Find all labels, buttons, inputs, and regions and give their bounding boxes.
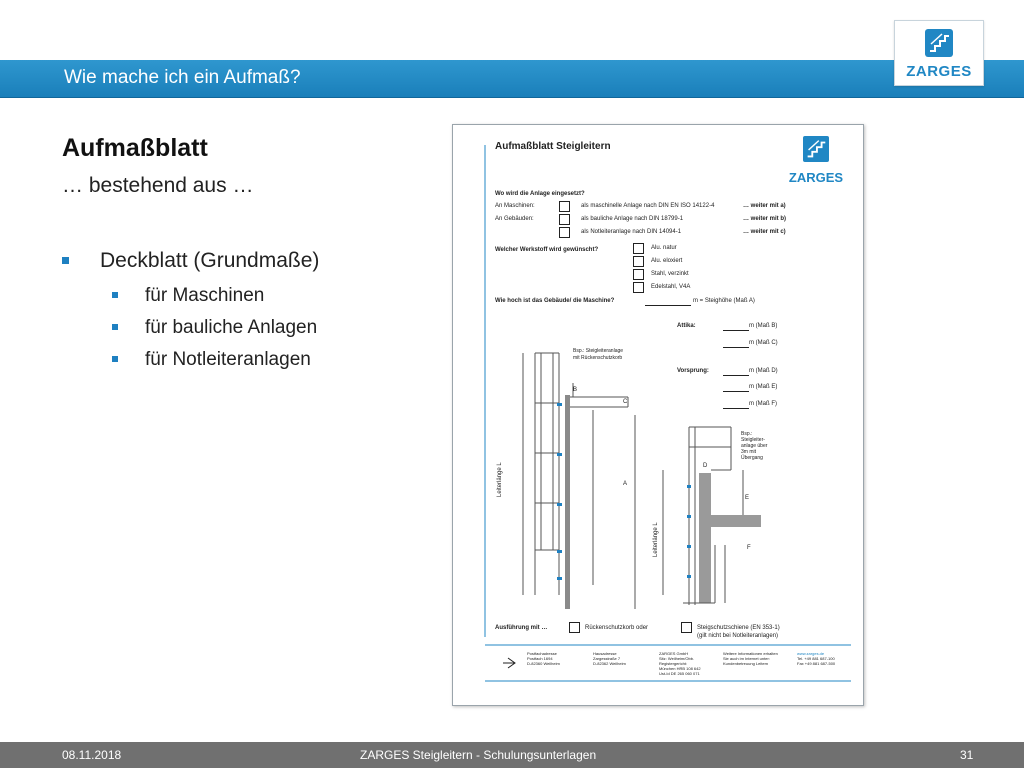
aufmassblatt-document — [452, 124, 864, 706]
vorsprung-row: m (Maß F) — [749, 401, 777, 407]
bullet-text: Deckblatt (Grundmaße) — [100, 249, 320, 272]
footer-col: www.zarges.de Tel. +49 881 687-100 Fax +49 881 687-500 — [797, 651, 836, 666]
question-hoehe: Wie hoch ist das Gebäude/ die Maschine? — [495, 298, 615, 304]
question-werkstoff: Welcher Werkstoff wird gewünscht? — [495, 247, 599, 253]
drawing-note: Übergang — [741, 455, 763, 461]
ausfuehrung-label: Ausführung mit … — [495, 625, 548, 631]
row-text: als Notleiteranlage nach DIN 14094-1 — [581, 229, 682, 235]
page-subheading: … bestehend aus … — [62, 174, 254, 197]
option-text: Stahl, verzinkt — [651, 271, 689, 277]
row-next: … weiter mit c) — [743, 229, 786, 235]
row-label: An Maschinen: — [495, 203, 535, 209]
drawing-note: Bsp.: Steigleiteranlage — [573, 348, 624, 354]
ladder-drawing — [453, 125, 863, 705]
q3-suffix: m = Steighöhe (Maß A) — [693, 298, 755, 304]
footer-center: ZARGES Steigleitern - Schulungsunterlagen — [360, 748, 597, 762]
zarges-logo — [894, 20, 984, 86]
bullet-square-icon — [62, 257, 69, 264]
dimension-label: F — [747, 545, 751, 551]
row-text: als maschinelle Anlage nach DIN EN ISO 14122-4 — [581, 203, 715, 209]
bullet-square-icon — [112, 324, 118, 330]
checkbox-rueckenschutz[interactable] — [569, 622, 580, 633]
vorsprung-row: m (Maß D) — [749, 368, 778, 374]
bullet-square-icon — [112, 292, 118, 298]
bullet-square-icon — [112, 356, 118, 362]
row-next: … weiter mit a) — [743, 203, 786, 209]
header-bar — [0, 60, 1024, 98]
sub-bullet-text: für bauliche Anlagen — [145, 317, 318, 338]
sub-bullet-text: für Notleiteranlagen — [145, 349, 311, 370]
leiterlaenge-label: Leiterlänge L — [497, 462, 503, 497]
footer-page-number: 31 — [960, 748, 974, 762]
leiterlaenge-label: Leiterlänge L — [653, 522, 659, 557]
footer-col: ZARGES GmbH Sitz: Weilheim/Obb. Registergericht: München HRB 108 642 Ust-Id DE 265 060 071 — [659, 651, 701, 676]
dimension-label: A — [623, 481, 628, 487]
document-logo-text: ZARGES — [788, 170, 844, 185]
sub-bullet-text: für Maschinen — [145, 285, 265, 306]
option-text: Edelstahl, V4A — [651, 284, 691, 290]
logo-text: ZARGES — [906, 63, 972, 80]
document-title: Aufmaßblatt Steigleitern — [495, 141, 611, 152]
vorsprung-row: m (Maß E) — [749, 384, 778, 390]
dimension-label: B — [573, 387, 578, 393]
checkbox-steigschutz[interactable] — [681, 622, 692, 633]
footer-col: Weitere Informationen erhalten Sie auch im Internet unter: Kundenbetreuung Leitern — [723, 651, 778, 666]
option-text: Alu. natur — [651, 245, 677, 251]
footer-bar — [0, 742, 1024, 768]
dimension-label: C — [623, 399, 628, 405]
option-text: Steigschutzschiene (EN 353-1) — [697, 625, 780, 631]
footer-col: Hausadresse Zargesstraße 7 D-82362 Weilheim — [593, 651, 626, 666]
question-einsatz: Wo wird die Anlage eingesetzt? — [495, 191, 585, 197]
dimension-label: D — [703, 463, 708, 469]
drawing-note: Bsp.: — [741, 431, 753, 437]
page-heading: Aufmaßblatt — [62, 134, 208, 162]
attika-row: m (Maß C) — [749, 340, 778, 346]
drawing-note: Steigleiter- — [741, 437, 765, 443]
footer-col: Postfachadresse Postfach 1694 D-82360 Weilheim — [527, 651, 560, 666]
drawing-note: anlage über — [741, 443, 768, 449]
attika-row: m (Maß B) — [749, 323, 778, 329]
option-text: Rückenschutzkorb oder — [585, 625, 649, 631]
row-text: als bauliche Anlage nach DIN 18799-1 — [581, 216, 684, 222]
row-next: … weiter mit b) — [743, 216, 787, 222]
stairs-icon — [925, 29, 953, 57]
dimension-label: E — [745, 495, 750, 501]
row-label: An Gebäuden: — [495, 216, 534, 222]
attika-label: Attika: — [677, 323, 696, 329]
option-text: (gilt nicht bei Notleiteranlagen) — [697, 633, 779, 639]
option-text: Alu. eloxiert — [651, 258, 683, 264]
slide-title: Wie mache ich ein Aufmaß? — [64, 67, 301, 88]
vorsprung-label: Vorsprung: — [677, 368, 709, 374]
drawing-note: mit Rückenschutzkorb — [573, 355, 623, 361]
footer-date: 08.11.2018 — [62, 748, 122, 762]
drawing-note: 3m mit — [741, 449, 756, 455]
